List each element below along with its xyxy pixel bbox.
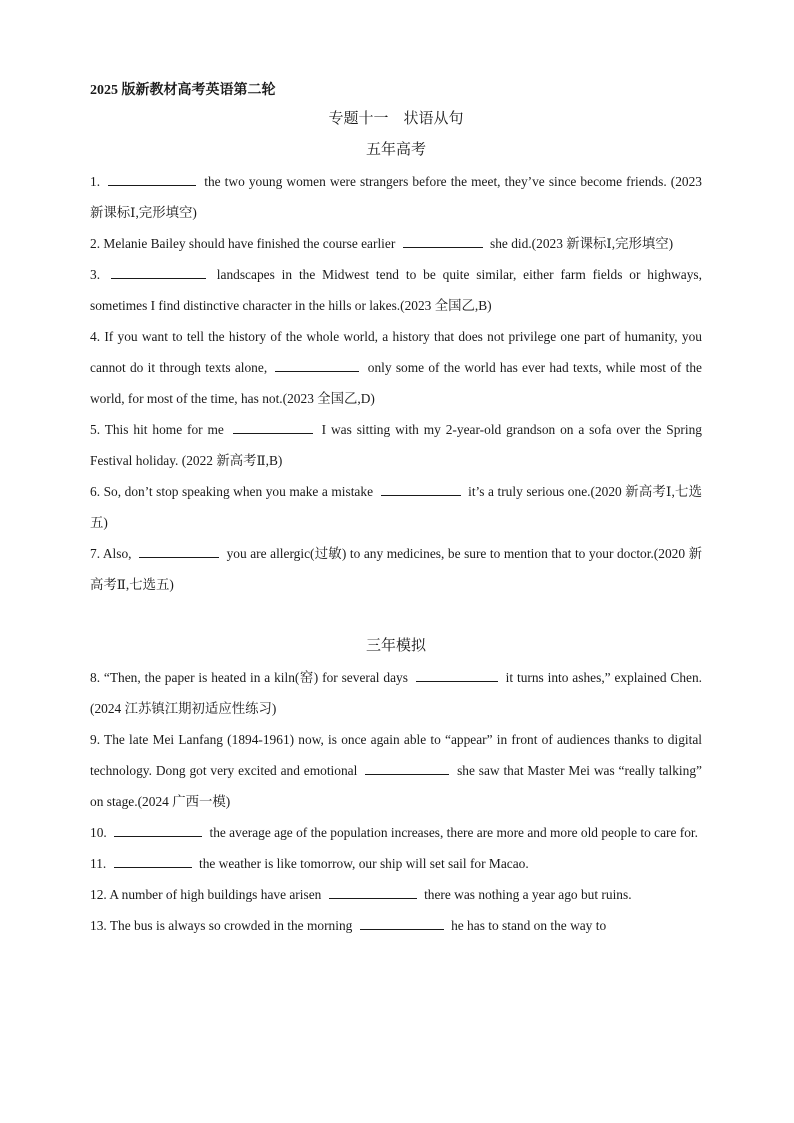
question-number: 13. <box>90 918 107 933</box>
answer-blank[interactable] <box>233 420 313 434</box>
answer-blank[interactable] <box>360 916 444 930</box>
question-text: “Then, the paper is heated in a kiln(窑) for several days <box>103 670 408 685</box>
question-text: it’s a truly serious one.(2020 新高考Ⅰ,七选五) <box>90 484 702 530</box>
question-number: 1. <box>90 174 101 189</box>
question-text: she saw that Master Mei was “really talking” on stage.(2024 广西一模) <box>90 763 702 809</box>
question-text: This hit home for me <box>104 422 224 437</box>
answer-blank[interactable] <box>329 885 417 899</box>
question-number: 8. <box>90 670 101 685</box>
question-text: it turns into ashes,” explained Chen.(2024 江苏镇江期初适应性练习) <box>90 670 702 716</box>
worksheet-page <box>90 78 702 941</box>
question-text: So, don’t stop speaking when you make a mistake <box>103 484 374 499</box>
question-number: 9. <box>90 732 101 747</box>
question-12 <box>90 879 702 910</box>
answer-blank[interactable] <box>403 234 483 248</box>
question-text: he has to stand on the way to <box>451 918 607 933</box>
question-text: I was sitting with my 2-year-old grandson on a sofa over the Spring Festival holiday. (2022 新高考Ⅱ,B) <box>90 422 702 468</box>
question-5 <box>90 414 702 476</box>
question-7 <box>90 538 702 600</box>
question-1 <box>90 166 702 228</box>
question-text: A number of high buildings have arisen <box>109 887 322 902</box>
question-number: 6. <box>90 484 101 499</box>
section-heading-three-years: 三年模拟 <box>365 638 426 654</box>
question-3 <box>90 259 702 321</box>
question-number: 12. <box>90 887 107 902</box>
question-text: the average age of the population increases, there are more and more old people to care for. <box>209 825 699 840</box>
question-2 <box>90 228 702 259</box>
question-6 <box>90 476 702 538</box>
answer-blank[interactable] <box>275 358 359 372</box>
question-text: you are allergic(过敏) to any medicines, be sure to mention that to your doctor.(2020 新高考Ⅱ,七选五) <box>90 546 702 592</box>
answer-blank[interactable] <box>111 265 206 279</box>
answer-blank[interactable] <box>416 668 498 682</box>
question-text: If you want to tell the history of the whole world, a history that does not privilege one part of humanity, you cannot do it through texts alone, <box>90 329 702 375</box>
section-heading-five-years: 五年高考 <box>365 142 426 158</box>
question-text: Melanie Bailey should have finished the course earlier <box>103 236 396 251</box>
question-text: The late Mei Lanfang (1894-1961) now, is once again able to “appear” in front of audiences thanks to digital technology. Dong got very excited and emotional <box>90 732 702 778</box>
document-title: 2025 版新教材高考英语第二轮 <box>90 83 276 98</box>
question-4 <box>90 321 702 414</box>
answer-blank[interactable] <box>114 854 192 868</box>
topic-title: 专题十一 状语从句 <box>328 111 464 127</box>
question-number: 3. <box>90 267 101 282</box>
question-8 <box>90 662 702 724</box>
question-number: 5. <box>90 422 101 437</box>
question-text: Also, <box>102 546 132 561</box>
question-text: only some of the world has ever had texts, while most of the world, for most of the time, has not.(2023 全国乙,D) <box>90 360 702 406</box>
answer-blank[interactable] <box>365 761 449 775</box>
question-text: there was nothing a year ago but ruins. <box>424 887 632 902</box>
answer-blank[interactable] <box>381 482 461 496</box>
answer-blank[interactable] <box>139 544 219 558</box>
question-number: 7. <box>90 546 101 561</box>
question-text: The bus is always so crowded in the morning <box>109 918 353 933</box>
question-number: 4. <box>90 329 101 344</box>
question-number: 10. <box>90 825 107 840</box>
question-10 <box>90 817 702 848</box>
question-13 <box>90 910 702 941</box>
question-number: 11. <box>90 856 107 871</box>
question-text: she did.(2023 新课标Ⅰ,完形填空) <box>490 236 674 251</box>
question-text: the weather is like tomorrow, our ship will set sail for Macao. <box>198 856 529 871</box>
question-text: the two young women were strangers before the meet, they’ve since become friends. (2023 新课标Ⅰ,完形填空) <box>90 174 702 220</box>
section-spacer <box>90 600 702 631</box>
question-text: landscapes in the Midwest tend to be quite similar, either farm fields or highways, sometimes I find distinctive character in the hills or lakes.(2023 全国乙,B) <box>90 267 702 313</box>
question-11 <box>90 848 702 879</box>
answer-blank[interactable] <box>114 823 202 837</box>
question-9 <box>90 724 702 817</box>
answer-blank[interactable] <box>108 172 196 186</box>
question-number: 2. <box>90 236 101 251</box>
